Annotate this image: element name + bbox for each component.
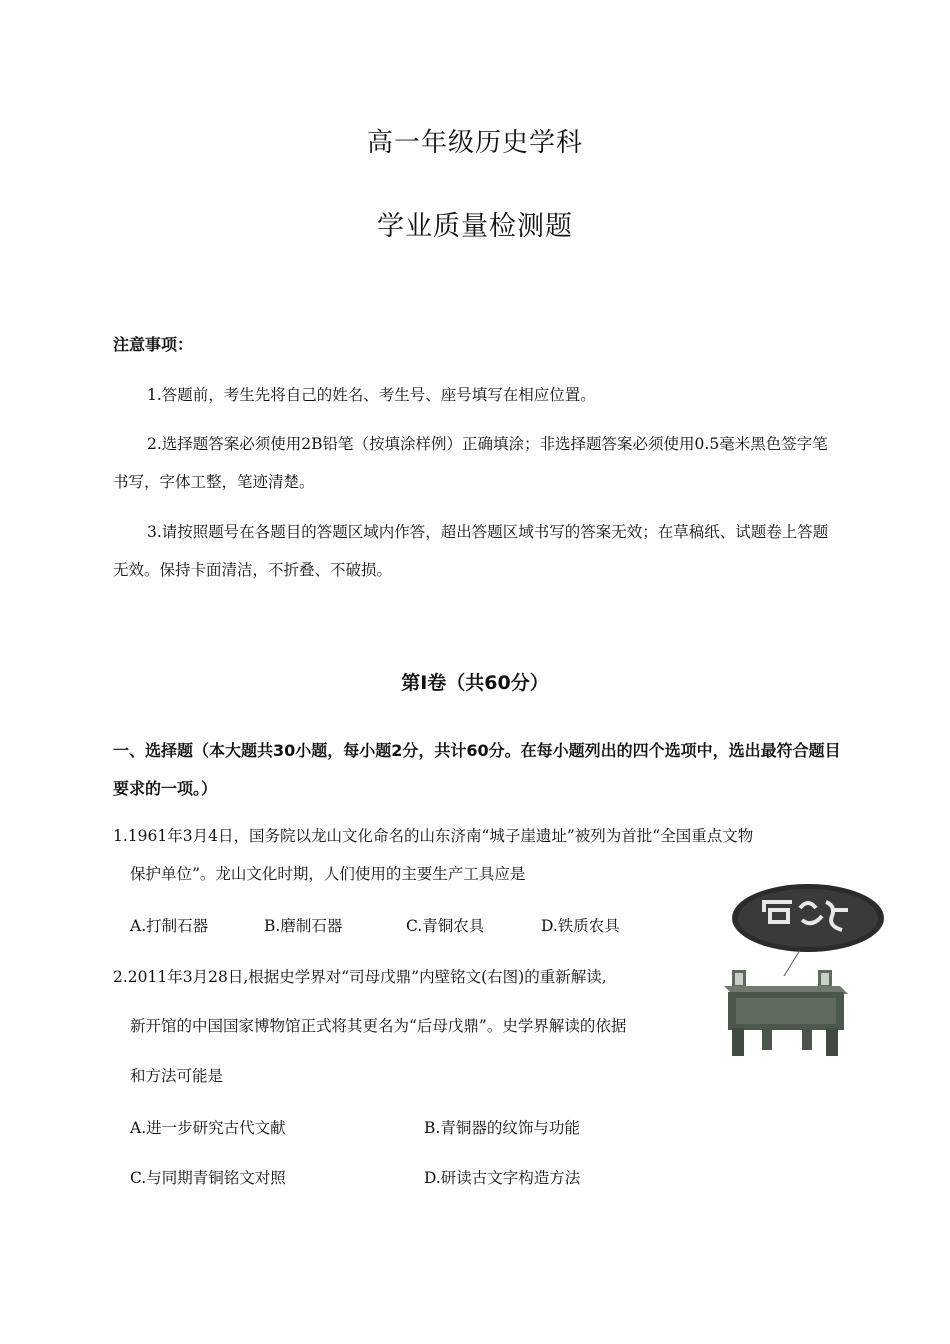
question-2-option-b: B.青铜器的纹饰与功能 xyxy=(424,1119,580,1137)
notice-item-1: 1.答题前，考生先将自己的姓名、考生号、座号填写在相应位置。 xyxy=(147,386,596,404)
question-2-stem-line2: 新开馆的中国国家博物馆正式将其更名为“后母戊鼎”。史学界解读的依据 xyxy=(130,1017,627,1035)
inscription-rubbing xyxy=(732,884,884,952)
question-2-option-d: D.研读古文字构造方法 xyxy=(424,1169,581,1187)
part-title: 一、选择题（本大题共30小题，每小题2分，共计60分。在每小题列出的四个选项中，选出最符合题目要求的一项。） xyxy=(113,741,841,798)
exam-subtitle: 学业质量检测题 xyxy=(377,211,573,242)
question-1-stem-line1: 1.1961年3月4日，国务院以龙山文化命名的山东济南“城子崖遗址”被列为首批“全国重点文物 xyxy=(113,827,754,845)
question-1-option-b: B.磨制石器 xyxy=(264,917,343,935)
question-1-option-a: A.打制石器 xyxy=(130,917,209,935)
question-1-option-c: C.青铜农具 xyxy=(406,917,485,935)
notice-item-3: 3.请按照题号在各题目的答题区域内作答，超出答题区域书写的答案无效；在草稿纸、试题卷上答题无效。保持卡面清洁，不折叠、不破损。 xyxy=(113,523,829,579)
notice-title: 注意事项： xyxy=(113,335,194,354)
question-1-option-d: D.铁质农具 xyxy=(541,917,620,935)
question-2-cont2 xyxy=(113,1057,693,1095)
section-title: 第Ⅰ卷（共60分） xyxy=(401,672,549,694)
question-2-cont xyxy=(113,1007,693,1045)
question-2-option-c: C.与同期青铜铭文对照 xyxy=(130,1169,286,1187)
ding-vessel xyxy=(724,970,848,1056)
question-1-stem-line2: 保护单位”。龙山文化时期，人们使用的主要生产工具应是 xyxy=(130,865,526,883)
question-2-stem-line1: 2.2011年3月28日,根据史学界对“司母戊鼎”内壁铭文(右图)的重新解读, xyxy=(113,968,607,986)
bronze-ding-image xyxy=(722,880,890,1060)
question-2 xyxy=(113,958,693,996)
exam-title: 高一年级历史学科 xyxy=(366,128,583,158)
question-2-option-a: A.进一步研究古代文献 xyxy=(130,1119,286,1137)
question-2-stem-line3: 和方法可能是 xyxy=(130,1067,224,1085)
notice-item-2: 2.选择题答案必须使用2B铅笔（按填涂样例）正确填涂；非选择题答案必须使用0.5毫米黑色签字笔书写，字体工整，笔迹清楚。 xyxy=(113,435,828,491)
